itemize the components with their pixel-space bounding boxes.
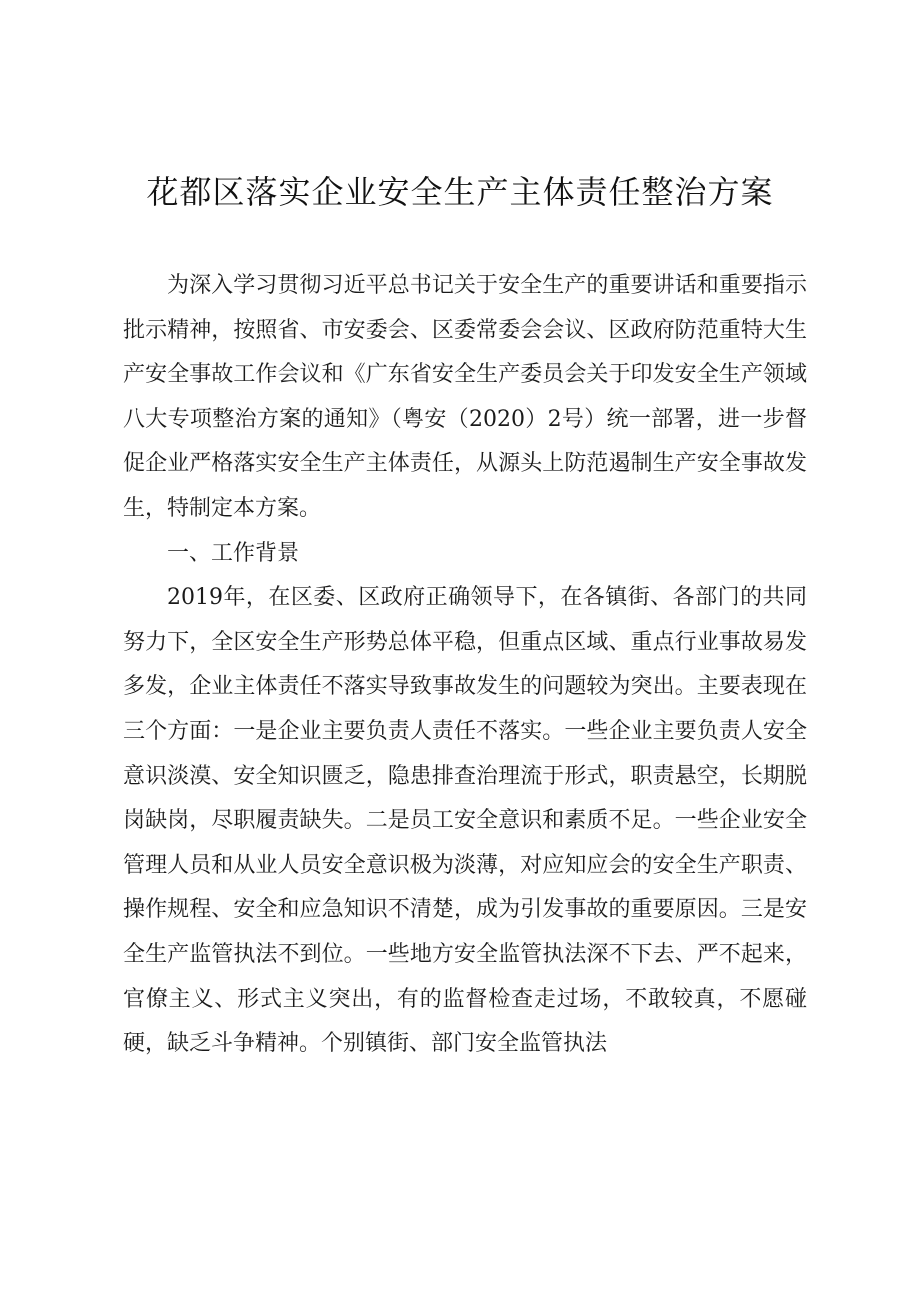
intro-paragraph: 为深入学习贯彻习近平总书记关于安全生产的重要讲话和重要指示批示精神，按照省、市安委会、区委常委会会议、区政府防范重特大生产安全事故工作会议和《广东省安全生产委员会关于印发安全生产领域八大专项整治方案的通知》（粤安（2020）2号）统一部署，进一步督促企业严格落实安全生产主体责任，从源头上防范遏制生产安全事故发生，特制定本方案。 [123, 273, 807, 521]
section-heading-work-background: 一、工作背景 [167, 540, 300, 566]
document-body [123, 264, 807, 1067]
document-title: 花都区落实企业安全生产主体责任整治方案 [146, 173, 774, 211]
section-paragraph-work-background: 2019年，在区委、区政府正确领导下，在各镇街、各部门的共同努力下，全区安全生产形势总体平稳，但重点区域、重点行业事故易发多发，企业主体责任不落实导致事故发生的问题较为突出。主要表现在三个方面：一是企业主要负责人责任不落实。一些企业主要负责人安全意识淡漠、安全知识匮乏，隐患排查治理流于形式，职责悬空，长期脱岗缺岗，尽职履责缺失。二是员工安全意识和素质不足。一些企业安全管理人员和从业人员安全意识极为淡薄，对应知应会的安全生产职责、操作规程、安全和应急知识不清楚，成为引发事故的重要原因。三是安全生产监管执法不到位。一些地方安全监管执法深不下去、严不起来，官僚主义、形式主义突出，有的监督检查走过场，不敢较真，不愿碰硬，缺乏斗争精神。个别镇街、部门安全监管执法 [123, 585, 807, 1057]
